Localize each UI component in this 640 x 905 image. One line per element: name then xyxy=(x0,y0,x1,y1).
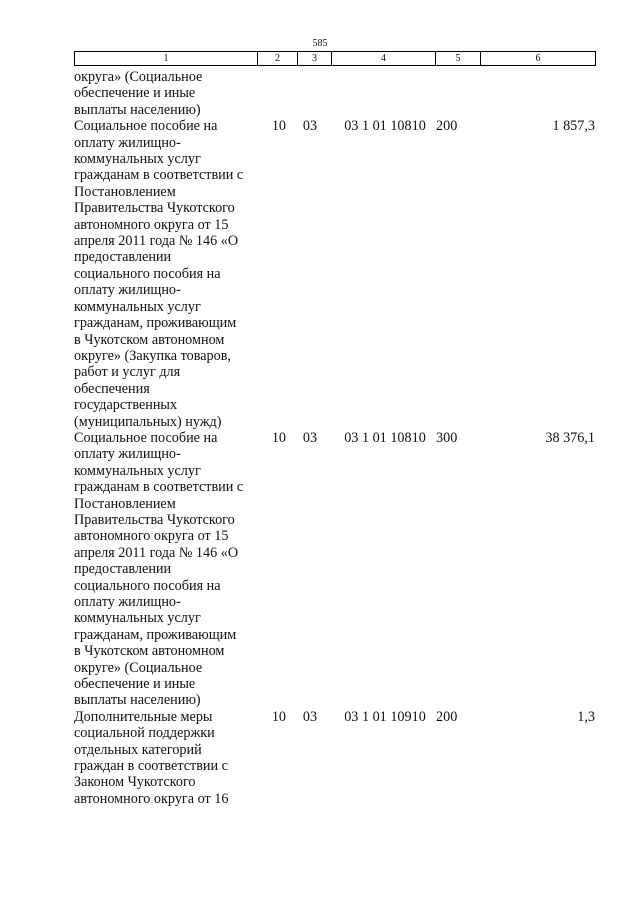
row-subsection: 03 xyxy=(302,429,318,446)
row-description: Дополнительные меры социальной поддержки отдельных категорий граждан в соответствии с Законом Чукотского автономного округа от 16 xyxy=(74,708,229,807)
column-header-3: 3 xyxy=(298,52,332,66)
row-section: 10 xyxy=(271,708,286,725)
row-description: Социальное пособие на оплату жилищно- коммунальных услуг гражданам в соответствии с Постановлением Правительства Чукотского автономного округа от 15 апреля 2011 года № 146 «О предоставлении социального пособия на оплату жилищно- коммунальных услуг гражданам, проживающим в Чукотском автономном округе» (Социальное обеспечение и иные выплаты населению) xyxy=(74,429,244,709)
row-target-code: 03 1 01 10810 xyxy=(344,118,426,135)
page-number: 585 xyxy=(312,38,328,49)
row-amount: 1,3 xyxy=(577,708,595,725)
budget-table-body xyxy=(74,69,595,807)
column-header-4: 4 xyxy=(332,52,436,66)
column-header-6: 6 xyxy=(481,52,596,66)
column-header-2: 2 xyxy=(258,52,298,66)
column-header-1: 1 xyxy=(75,52,258,66)
row-amount: 1 857,3 xyxy=(552,118,595,135)
row-target-code: 03 1 01 10910 xyxy=(344,708,426,725)
row-description: Социальное пособие на оплату жилищно- коммунальных услуг гражданам в соответствии с Постановлением Правительства Чукотского автономного округа от 15 апреля 2011 года № 146 «О предоставлении социального пособия на оплату жилищно- коммунальных услуг гражданам, проживающим в Чукотском автономном округе» (Закупка товаров, работ и услуг для обеспечения государственных (муниципальных) нужд) xyxy=(74,118,244,430)
table-row xyxy=(74,118,595,430)
row-expense-type: 200 xyxy=(436,118,458,135)
row-expense-type: 300 xyxy=(436,429,458,446)
row-amount: 38 376,1 xyxy=(545,429,595,446)
row-description: округа» (Социальное обеспечение и иные выплаты населению) xyxy=(74,69,203,118)
column-header-table xyxy=(74,51,596,66)
table-row xyxy=(74,430,595,709)
row-section: 10 xyxy=(271,118,286,135)
table-row xyxy=(74,709,595,807)
row-target-code: 03 1 01 10810 xyxy=(344,429,426,446)
row-subsection: 03 xyxy=(302,708,318,725)
table-row xyxy=(74,69,595,118)
row-subsection: 03 xyxy=(302,118,318,135)
column-header-row xyxy=(75,52,596,66)
column-header-5: 5 xyxy=(436,52,481,66)
row-expense-type: 200 xyxy=(436,708,458,725)
row-section: 10 xyxy=(271,429,286,446)
